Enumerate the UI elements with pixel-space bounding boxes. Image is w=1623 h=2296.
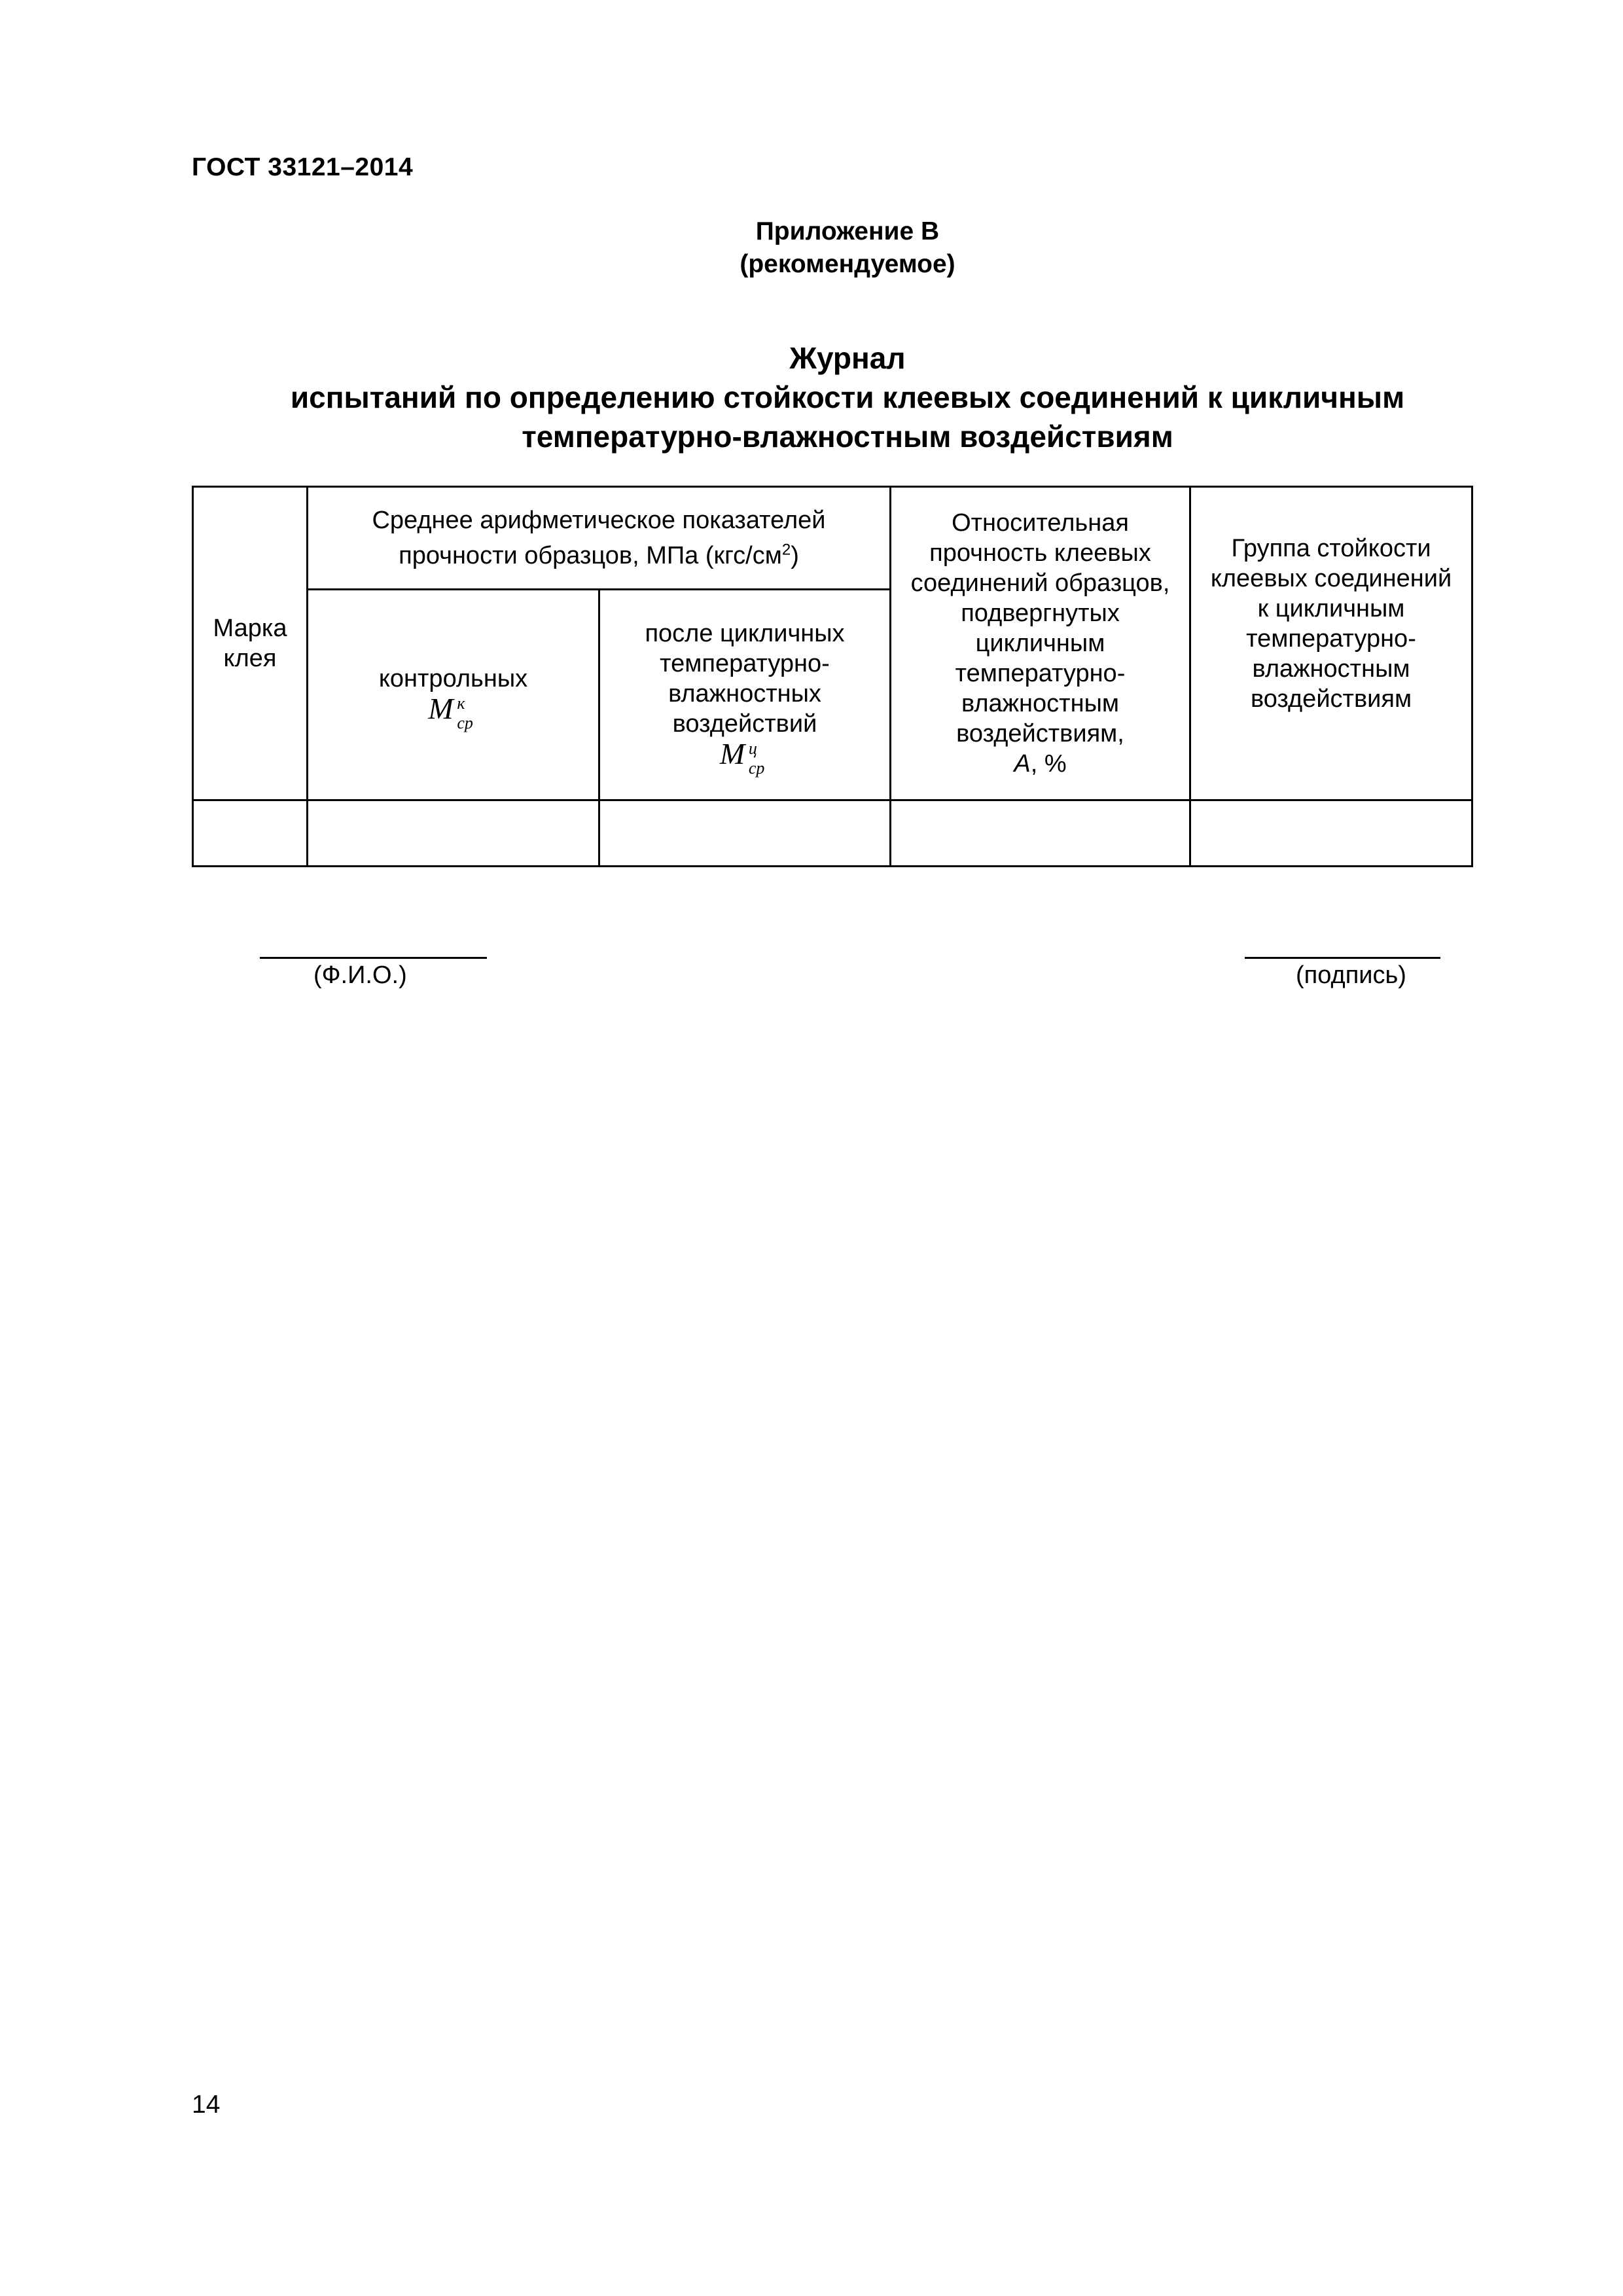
signature-label: (подпись)	[1296, 961, 1406, 989]
table-row	[193, 800, 1472, 867]
header-cell-average	[308, 487, 891, 590]
header-cell-after	[599, 590, 891, 800]
cell-relative	[891, 800, 1190, 867]
header-group-label: Группа стойкости клеевых соединений к цикличным температурно-влажностным воздействиям	[1210, 535, 1452, 713]
after-symbol-letter: M	[719, 737, 745, 770]
journal-subtitle-line-2: температурно-влажностным воздействиям	[522, 420, 1173, 454]
header-cell-group	[1190, 487, 1472, 800]
header-cell-control	[308, 590, 599, 800]
signature-line	[1245, 957, 1440, 959]
after-symbol-subscript: ср	[748, 759, 765, 778]
header-cell-relative	[891, 487, 1190, 800]
control-symbol-superscript: к	[457, 694, 465, 713]
appendix-title: Приложение В	[755, 217, 940, 245]
header-average-line-2-suffix: )	[791, 542, 799, 570]
cell-after	[599, 800, 891, 867]
fio-label: (Ф.И.О.)	[313, 961, 407, 989]
after-strength-symbol	[719, 737, 770, 778]
header-control-label: контрольных	[378, 665, 528, 692]
header-brand-label: Марка клея	[213, 615, 287, 672]
journal-subtitle-line-1: испытаний по определению стойкости клеевых соединений к цикличным	[290, 380, 1405, 414]
header-relative-symbol: A	[1014, 750, 1031, 778]
cell-group	[1190, 800, 1472, 867]
header-relative-unit: , %	[1030, 750, 1067, 778]
header-average-line-2	[399, 542, 799, 569]
document-standard-header: ГОСТ 33121–2014	[192, 153, 414, 181]
appendix-kind: (рекомендуемое)	[740, 250, 955, 278]
page-number: 14	[192, 2090, 221, 2119]
table-header-row-1	[193, 487, 1472, 590]
cell-control	[308, 800, 599, 867]
header-average-line-2-prefix: прочности образцов, МПа (кгс/см	[399, 542, 782, 570]
header-average-line-1: Среднее арифметическое показателей	[372, 506, 826, 534]
test-log-table	[192, 486, 1473, 867]
header-relative-label: Относительная прочность клеевых соединений образцов, подвергнутых цикличным температурно-влажностным воздействиям,	[910, 509, 1170, 747]
fio-signature-line	[260, 957, 487, 959]
journal-title: Журнал	[789, 341, 906, 375]
control-strength-symbol	[428, 692, 478, 732]
header-after-label: после цикличных температурно-влажностных воздействий	[645, 620, 845, 738]
control-symbol-letter: M	[428, 692, 454, 725]
cell-brand	[193, 800, 308, 867]
header-average-superscript: 2	[781, 541, 791, 559]
control-symbol-subscript: ср	[457, 713, 473, 732]
header-cell-brand	[193, 487, 308, 800]
after-symbol-superscript: ц	[748, 739, 757, 758]
